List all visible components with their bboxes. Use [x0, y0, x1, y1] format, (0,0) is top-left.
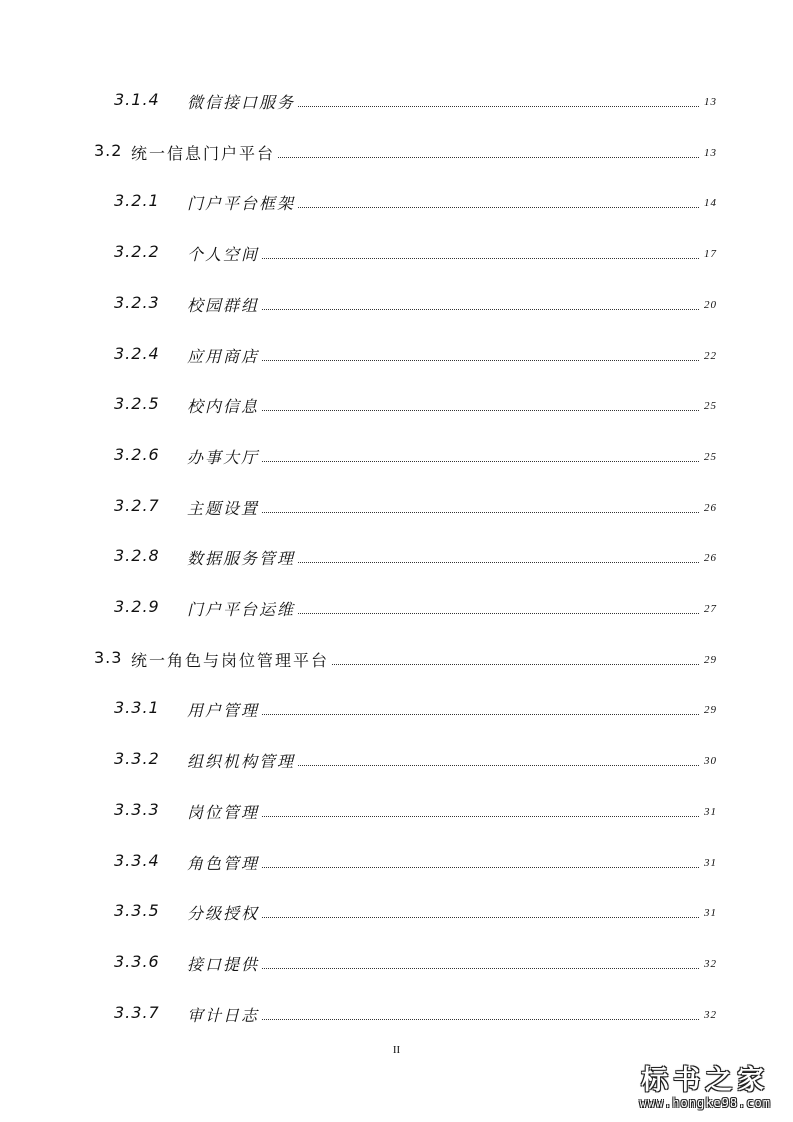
toc-entry-number: 3.3.6 — [114, 952, 160, 971]
toc-entry-title: 门户平台框架 — [187, 191, 298, 214]
toc-entry[interactable] — [0, 344, 793, 368]
toc-entry[interactable] — [0, 90, 793, 114]
toc-entry-number: 3.3.7 — [114, 1003, 160, 1022]
toc-entry-number: 3.2.9 — [114, 597, 160, 616]
toc-entry[interactable] — [0, 749, 793, 773]
toc-entry[interactable] — [0, 851, 793, 875]
toc-entry[interactable] — [0, 496, 793, 520]
toc-entry-page: 17 — [704, 248, 717, 260]
toc-entry-number: 3.2.5 — [114, 394, 160, 413]
toc-entry-title: 审计日志 — [187, 1003, 262, 1026]
toc-entry-page: 31 — [704, 806, 717, 818]
toc-leader-dots — [187, 968, 699, 969]
toc-entry-page: 20 — [704, 299, 717, 311]
toc-entry-number: 3.3 — [94, 648, 123, 667]
toc-leader-dots — [187, 258, 699, 259]
toc-entry-title: 微信接口服务 — [187, 90, 298, 113]
toc-entry-number: 3.2.6 — [114, 445, 160, 464]
toc-entry[interactable] — [0, 698, 793, 722]
toc-leader-dots — [187, 360, 699, 361]
toc-entry-page: 25 — [704, 451, 717, 463]
toc-entry-title: 办事大厅 — [187, 445, 262, 468]
toc-entry[interactable] — [0, 901, 793, 925]
toc-entry[interactable] — [0, 648, 793, 672]
toc-entry-page: 31 — [704, 907, 717, 919]
toc-entry-title: 数据服务管理 — [187, 546, 298, 569]
toc-entry[interactable] — [0, 242, 793, 266]
toc-entry[interactable] — [0, 141, 793, 165]
toc-entry-page: 29 — [704, 704, 717, 716]
toc-entry-number: 3.2.4 — [114, 344, 160, 363]
toc-entry-page: 26 — [704, 502, 717, 514]
toc-entry-title: 校内信息 — [187, 394, 262, 417]
toc-leader-dots — [187, 461, 699, 462]
toc-entry-page: 27 — [704, 603, 717, 615]
toc-entry[interactable] — [0, 293, 793, 317]
toc-entry-title: 门户平台运维 — [187, 597, 298, 620]
toc-entry-page: 25 — [704, 400, 717, 412]
toc-entry-title: 角色管理 — [187, 851, 262, 874]
toc-entry-title: 接口提供 — [187, 952, 262, 975]
toc-entry-page: 32 — [704, 1009, 717, 1021]
toc-leader-dots — [187, 917, 699, 918]
toc-entry-title: 用户管理 — [187, 698, 262, 721]
toc-entry-number: 3.2.1 — [114, 191, 160, 210]
toc-entry-title: 个人空间 — [187, 242, 262, 265]
toc-entry-title: 组织机构管理 — [187, 749, 298, 772]
toc-entry-page: 32 — [704, 958, 717, 970]
toc-entry[interactable] — [0, 445, 793, 469]
toc-entry-page: 13 — [704, 147, 717, 159]
toc-entry-number: 3.2.7 — [114, 496, 160, 515]
watermark — [639, 1066, 771, 1110]
toc-entry-title: 岗位管理 — [187, 800, 262, 823]
toc-leader-dots — [187, 867, 699, 868]
toc-leader-dots — [187, 512, 699, 513]
toc-entry-number: 3.3.2 — [114, 749, 160, 768]
toc-leader-dots — [187, 714, 699, 715]
toc-entry-number: 3.3.3 — [114, 800, 160, 819]
toc-entry-number: 3.2 — [94, 141, 123, 160]
toc-leader-dots — [187, 309, 699, 310]
watermark-logo: 标书之家 — [641, 1065, 770, 1096]
page-number: II — [392, 1044, 401, 1056]
toc-entry-number: 3.2.3 — [114, 293, 160, 312]
toc-entry-title: 统一信息门户平台 — [131, 141, 278, 164]
toc-entry-title: 主题设置 — [187, 496, 262, 519]
toc-entry[interactable] — [0, 800, 793, 824]
toc-leader-dots — [187, 410, 699, 411]
toc-entry[interactable] — [0, 394, 793, 418]
toc-entry[interactable] — [0, 191, 793, 215]
toc-entry-title: 统一角色与岗位管理平台 — [131, 648, 332, 671]
toc-entry-title: 校园群组 — [187, 293, 262, 316]
toc-entry-number: 3.3.5 — [114, 901, 160, 920]
toc-entry-page: 14 — [704, 197, 717, 209]
toc-entry-number: 3.3.1 — [114, 698, 160, 717]
toc-entry-page: 31 — [704, 857, 717, 869]
toc-entry[interactable] — [0, 546, 793, 570]
toc-entry-number: 3.1.4 — [114, 90, 160, 109]
toc-entry-page: 29 — [704, 654, 717, 666]
toc-entry-page: 26 — [704, 552, 717, 564]
toc-entry-page: 22 — [704, 350, 717, 362]
toc-entry-number: 3.2.2 — [114, 242, 160, 261]
toc-entry-page: 13 — [704, 96, 717, 108]
toc-entry-title: 应用商店 — [187, 344, 262, 367]
toc-leader-dots — [187, 816, 699, 817]
toc-entry-page: 30 — [704, 755, 717, 767]
toc-entry[interactable] — [0, 597, 793, 621]
toc-entry[interactable] — [0, 952, 793, 976]
toc-entry-number: 3.2.8 — [114, 546, 160, 565]
toc-entry-title: 分级授权 — [187, 901, 262, 924]
watermark-url: www.hongke98.com — [639, 1096, 771, 1110]
toc-leader-dots — [187, 1019, 699, 1020]
toc-entry-number: 3.3.4 — [114, 851, 160, 870]
toc-entry[interactable] — [0, 1003, 793, 1027]
